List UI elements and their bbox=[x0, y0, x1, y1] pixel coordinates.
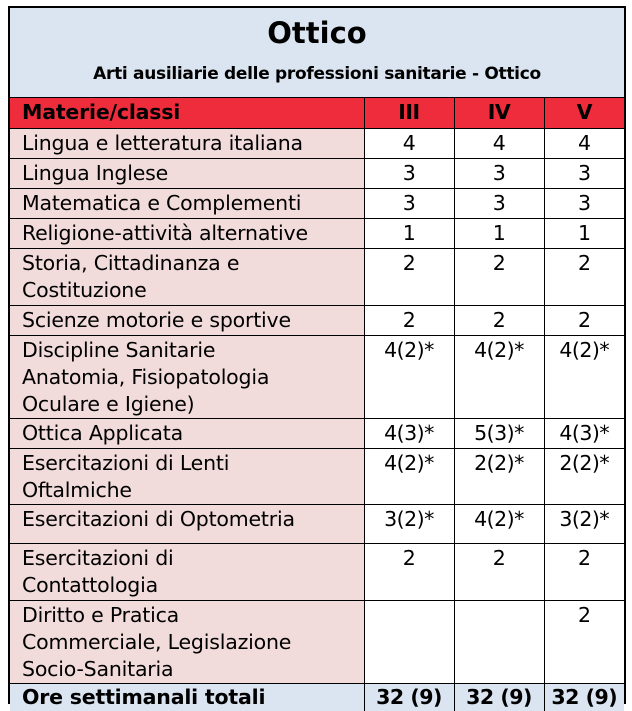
header-class-v: V bbox=[544, 98, 624, 128]
hours-iv: 4(2)* bbox=[454, 504, 544, 543]
hours-v: 3(2)* bbox=[544, 504, 624, 543]
subject-cell: Scienze motorie e sportive bbox=[10, 305, 364, 335]
subject-cell: Religione-attività alternative bbox=[10, 218, 364, 248]
table-row bbox=[10, 218, 624, 248]
hours-iv bbox=[454, 600, 544, 683]
hours-iii: 3(2)* bbox=[364, 504, 454, 543]
subject-cell: Matematica e Complementi bbox=[10, 188, 364, 218]
table-row bbox=[10, 600, 624, 683]
hours-v: 2 bbox=[544, 600, 624, 683]
hours-iii: 2 bbox=[364, 543, 454, 600]
hours-v: 3 bbox=[544, 188, 624, 218]
table-row bbox=[10, 128, 624, 158]
hours-iii: 2 bbox=[364, 248, 454, 305]
total-iv: 32 (9) bbox=[454, 683, 544, 711]
table-row bbox=[10, 448, 624, 504]
total-label: Ore settimanali totali bbox=[10, 683, 364, 711]
hours-iv: 3 bbox=[454, 188, 544, 218]
hours-iii bbox=[364, 600, 454, 683]
header-class-iv: IV bbox=[454, 98, 544, 128]
hours-iii: 1 bbox=[364, 218, 454, 248]
page-subtitle: Arti ausiliarie delle professioni sanitarie - Ottico bbox=[93, 64, 541, 84]
hours-iii: 4 bbox=[364, 128, 454, 158]
table-row bbox=[10, 418, 624, 448]
table-row bbox=[10, 305, 624, 335]
subject-cell: Esercitazioni di Optometria bbox=[10, 504, 364, 543]
hours-v: 4(2)* bbox=[544, 335, 624, 418]
hours-iii: 2 bbox=[364, 305, 454, 335]
hours-iv: 2(2)* bbox=[454, 448, 544, 504]
curriculum-table-frame bbox=[8, 6, 626, 709]
subject-cell: Esercitazioni di Lenti Oftalmiche bbox=[10, 448, 364, 504]
hours-table bbox=[10, 98, 624, 711]
hours-v: 2 bbox=[544, 248, 624, 305]
table-row bbox=[10, 335, 624, 418]
hours-iii: 3 bbox=[364, 158, 454, 188]
hours-iii: 4(3)* bbox=[364, 418, 454, 448]
hours-iv: 3 bbox=[454, 158, 544, 188]
hours-iv: 5(3)* bbox=[454, 418, 544, 448]
table-row bbox=[10, 188, 624, 218]
table-total-row bbox=[10, 683, 624, 711]
hours-iv: 1 bbox=[454, 218, 544, 248]
subject-cell: Discipline Sanitarie Anatomia, Fisiopatologia Oculare e Igiene) bbox=[10, 335, 364, 418]
table-row bbox=[10, 504, 624, 543]
table-row bbox=[10, 543, 624, 600]
hours-v: 2 bbox=[544, 543, 624, 600]
hours-iv: 2 bbox=[454, 305, 544, 335]
header-class-iii: III bbox=[364, 98, 454, 128]
hours-v: 1 bbox=[544, 218, 624, 248]
total-iii: 32 (9) bbox=[364, 683, 454, 711]
hours-iv: 4(2)* bbox=[454, 335, 544, 418]
subject-cell: Lingua e letteratura italiana bbox=[10, 128, 364, 158]
subject-cell: Storia, Cittadinanza e Costituzione bbox=[10, 248, 364, 305]
hours-iii: 4(2)* bbox=[364, 448, 454, 504]
header-subjects: Materie/classi bbox=[10, 98, 364, 128]
hours-v: 4(3)* bbox=[544, 418, 624, 448]
hours-v: 2 bbox=[544, 305, 624, 335]
page-title: Ottico bbox=[267, 16, 367, 50]
hours-v: 2(2)* bbox=[544, 448, 624, 504]
hours-iv: 2 bbox=[454, 248, 544, 305]
hours-iii: 3 bbox=[364, 188, 454, 218]
title-block bbox=[10, 8, 624, 98]
subject-cell: Diritto e Pratica Commerciale, Legislazione Socio-Sanitaria bbox=[10, 600, 364, 683]
subject-cell: Esercitazioni di Contattologia bbox=[10, 543, 364, 600]
total-v: 32 (9) bbox=[544, 683, 624, 711]
table-row bbox=[10, 248, 624, 305]
hours-v: 3 bbox=[544, 158, 624, 188]
hours-iii: 4(2)* bbox=[364, 335, 454, 418]
hours-iv: 2 bbox=[454, 543, 544, 600]
subject-cell: Lingua Inglese bbox=[10, 158, 364, 188]
hours-iv: 4 bbox=[454, 128, 544, 158]
subject-cell: Ottica Applicata bbox=[10, 418, 364, 448]
table-header-row bbox=[10, 98, 624, 128]
hours-v: 4 bbox=[544, 128, 624, 158]
table-row bbox=[10, 158, 624, 188]
